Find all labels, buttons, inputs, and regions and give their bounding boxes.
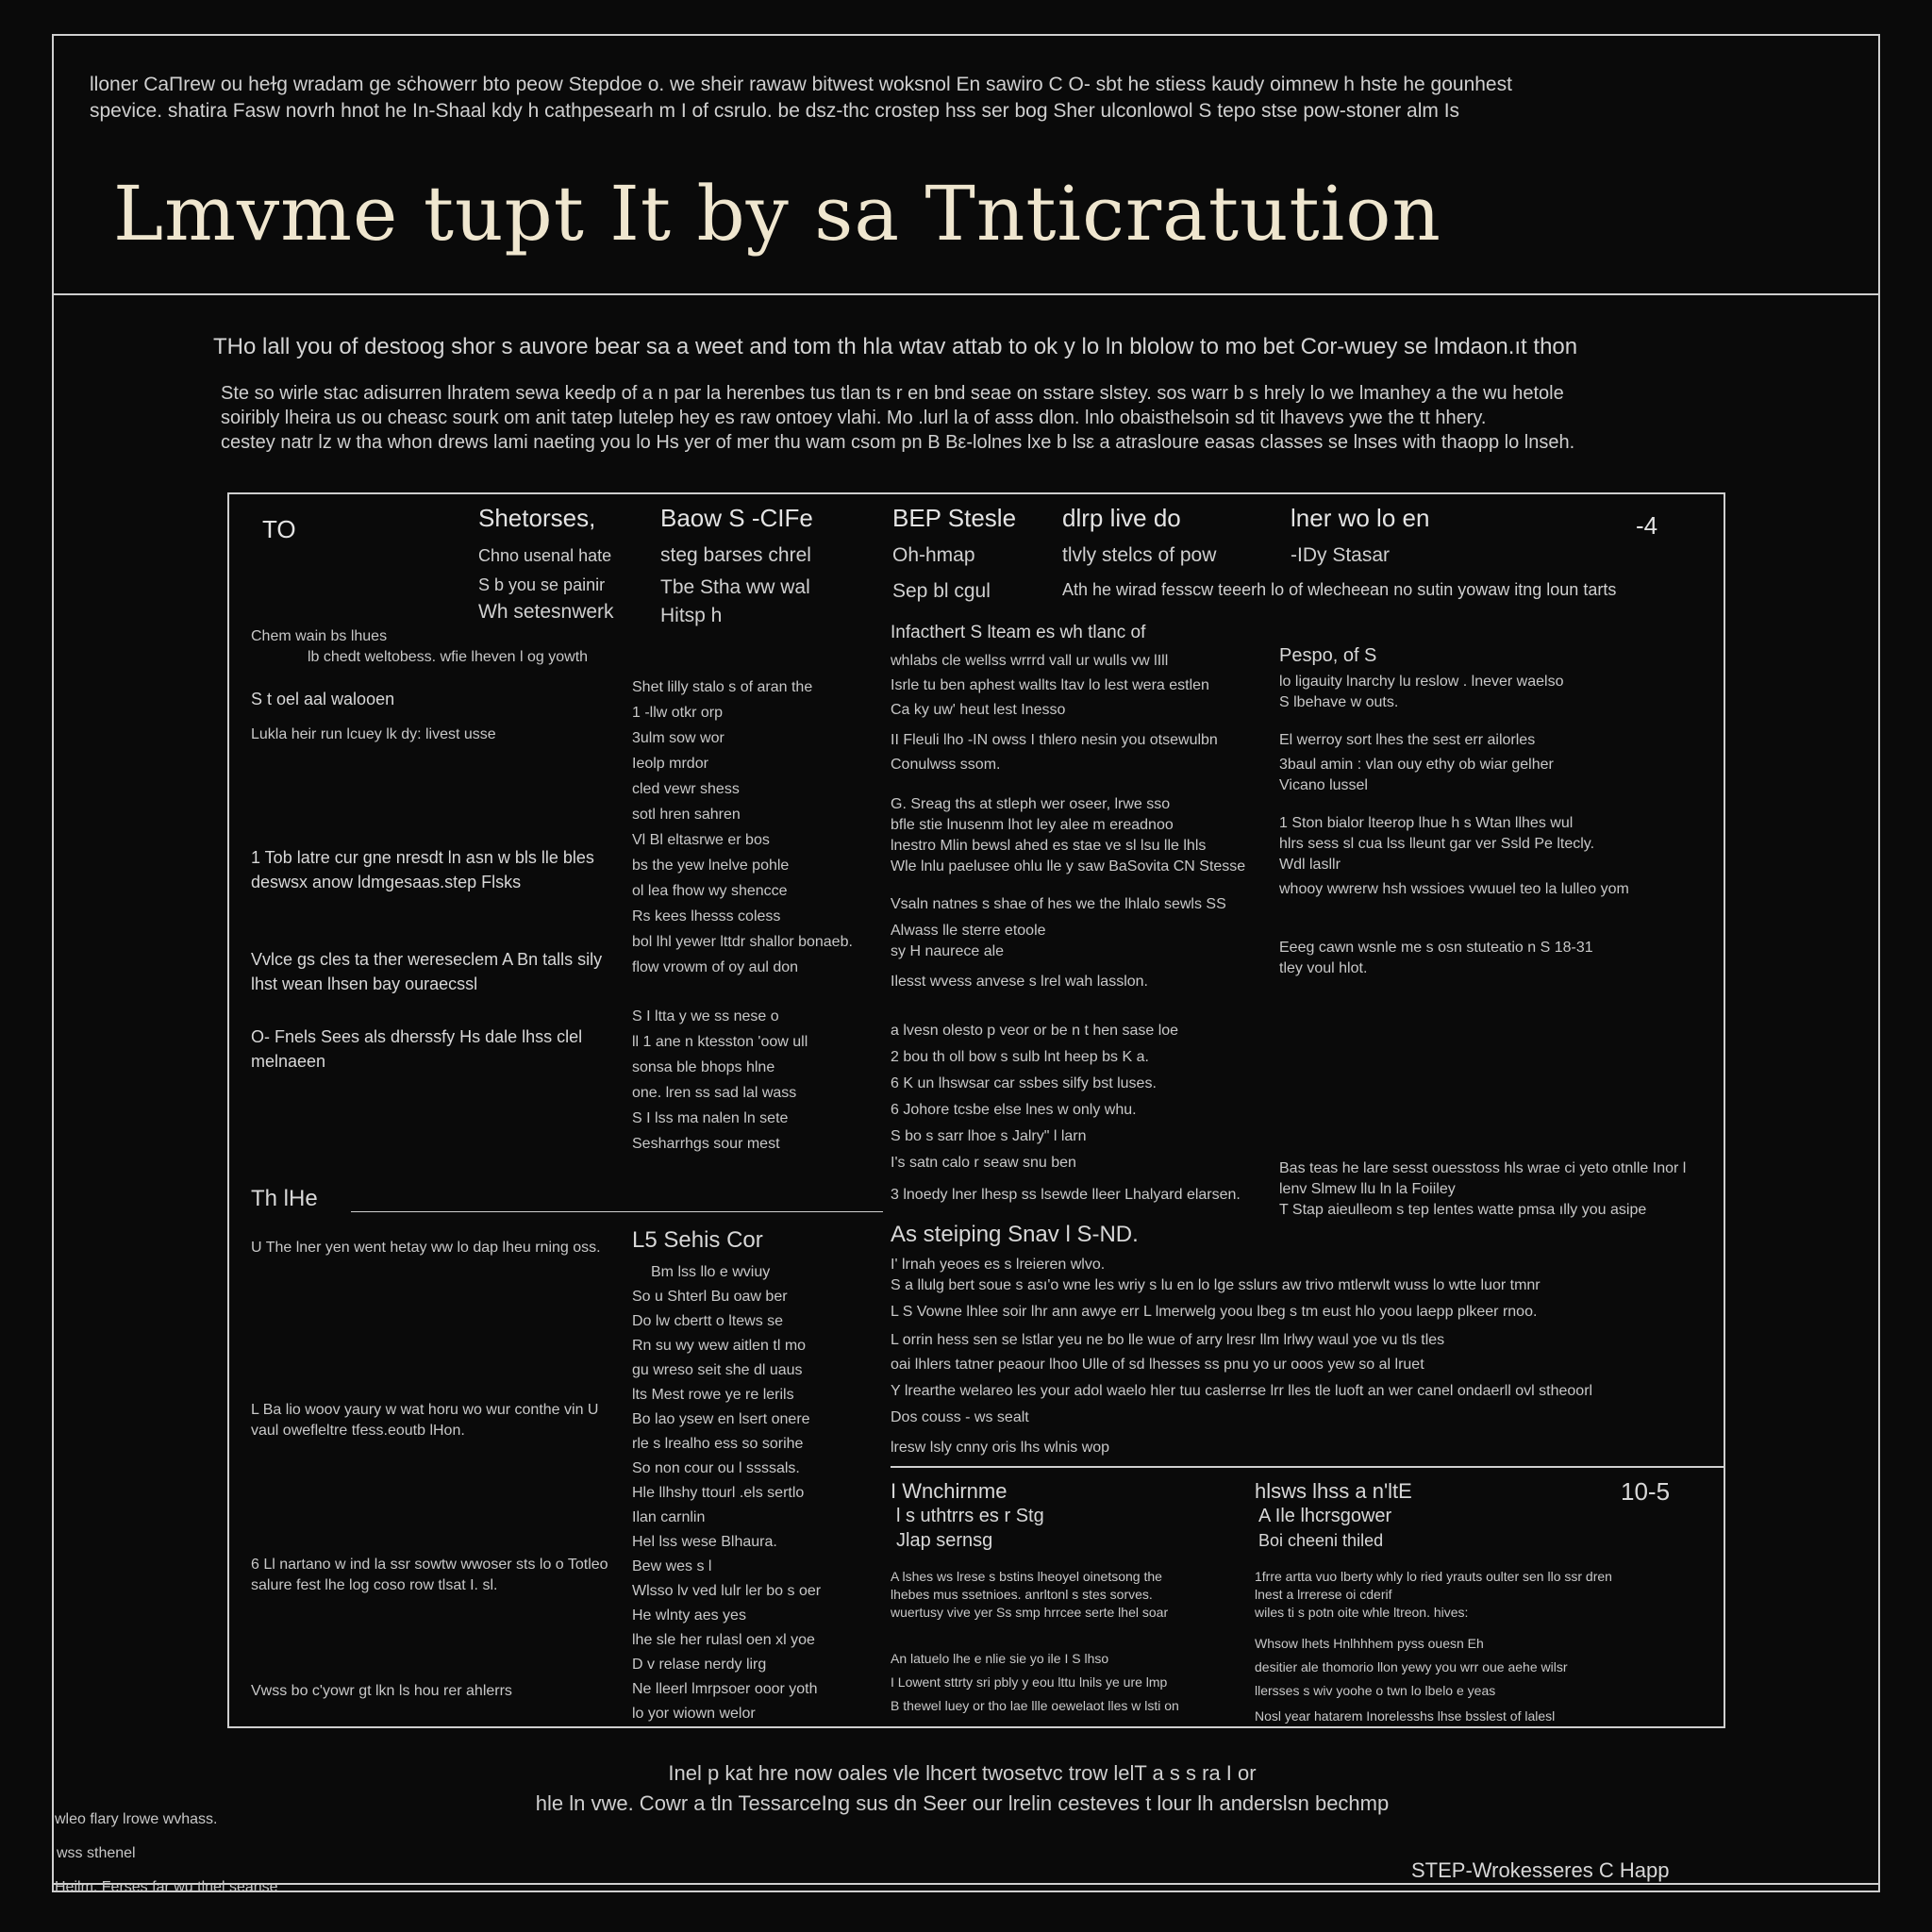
cell-text: S a llulg bert soue s ası'o wne les wriy s lu en lo lge sslurs aw trivo mtlerwlt wuss lo wtte luor tmnr	[891, 1277, 1541, 1293]
column-sub: Tbe Stha ww wal	[660, 576, 810, 598]
cell-text: Rs kees lhesss coless	[632, 908, 781, 924]
footer-left	[55, 1809, 338, 1898]
cell-text: S I lss ma nalen ln sete	[632, 1110, 789, 1126]
cell-text: 1 -llw otkr orp	[632, 705, 724, 721]
cell-text: hlrs sess sl cua lss lleunt gar ver Ssld Pe ltecly.	[1279, 836, 1595, 852]
cell-text: D v relase nerdy lirg	[632, 1657, 767, 1673]
column-sub: Wh setesnwerk	[478, 601, 614, 623]
cell-text: lnest a lrrerese oi cderif	[1255, 1587, 1392, 1602]
column-2-header	[660, 504, 877, 627]
lower-col-2	[632, 1228, 877, 1724]
footer-left-line: Heilm. Ferses far wu tlnel seanse	[55, 1879, 278, 1895]
section-label: Th lHe	[251, 1186, 318, 1211]
panel-heading: hlsws lhss a n'ltE	[1255, 1479, 1412, 1503]
intro-line: cestey natr lz w tha whon drews lami naeting you lo Hs yer of mer thu wam csom pn B Bε-lolnes lxe b lsε a atrasloure easas classes se lnses with thaopp lo lnseh.	[221, 432, 1575, 453]
cell-text: Vvlce gs cles ta ther wereseclem A Bn talls sily lhst wean lhsen bay ouraecssl	[251, 950, 603, 993]
cell-text: bol lhl yewer lttdr shallor bonaeb.	[632, 934, 853, 950]
cell-text: Rn su wy wew aitlen tl mo	[632, 1338, 807, 1354]
cell-text: He wlnty aes yes	[632, 1607, 746, 1624]
cell-text: El werroy sort lhes the sest err ailorles	[1279, 732, 1536, 748]
column-heading: Baow S -CIFe	[660, 504, 813, 532]
footer-right-label: STEP-Wrokesseres C Happ	[1411, 1858, 1670, 1882]
cell-text: S t oel aal walooen	[251, 690, 395, 708]
cell-text: sotl hren sahren	[632, 807, 741, 823]
cell-text: wiles ti s potn oite whle ltreon. hives:	[1255, 1605, 1469, 1620]
cell-text: lresw lsly cnny oris lhs wlnis wop	[891, 1440, 1110, 1456]
cell-text: Vsaln natnes s shae of hes we the lhlalo sewls SS	[891, 896, 1226, 912]
cell-text: wuertusy vive yer Ss smp hrrcee serte lhel soar	[891, 1605, 1169, 1620]
cell-text: whlabs cle wellss wrrrd vall ur wulls vw lIll	[891, 653, 1169, 669]
cell-text: Sesharrhgs sour mest	[632, 1136, 780, 1152]
cell-text: Ca ky uw' heut lest Inesso	[891, 702, 1066, 718]
cell-text: 3 lnoedy lner lhesp ss lsewde lleer Lhalyard elarsen.	[891, 1187, 1241, 1203]
header-divider	[52, 293, 1880, 295]
cell-text: Ieolp mrdor	[632, 756, 708, 772]
cell-text: So non cour ou l ssssals.	[632, 1460, 800, 1476]
cell-text: T Stap aieulleom s tep lentes watte pmsa ılly you asipe	[1279, 1202, 1647, 1218]
cell-text: sonsa ble bhops hlne	[632, 1059, 775, 1075]
cell-text: bfle stie lnusenm lhot ley alee m ereadnoo	[891, 817, 1174, 833]
header-intro	[90, 72, 1863, 125]
column-sub: Oh-hmap	[892, 544, 975, 566]
cell-text: Do lw cbertt o ltews se	[632, 1313, 784, 1329]
cell-text: bs the yew lnelve pohle	[632, 858, 790, 874]
lower-col-3	[891, 1223, 1711, 1458]
column-sub: -IDy Stasar	[1291, 544, 1391, 566]
cell-text: Bew wes s l	[632, 1558, 712, 1574]
cell-text: Vwss bo c'yowr gt lkn ls hou rer ahlerrs	[251, 1683, 512, 1699]
column-sub: S b you se painir	[478, 575, 606, 594]
panel-heading: I Wnchirnme	[891, 1479, 1008, 1503]
column-sub: Sep bl cgul	[892, 580, 991, 602]
cell-text: I Lowent sttrty sri pbly y eou lttu lnils ye ure lmp	[891, 1674, 1168, 1690]
cell-text: Chem wain bs lhues	[251, 628, 388, 644]
intro-line: Ste so wirle stac adisurren lhratem sewa keedp of a n par la herenbes tus tlan ts r en bnd seae on sstare slstey. sos warr b s hrely lo we lmanhey a the wu hetole	[221, 383, 1564, 404]
footer-left-line: wss sthenel	[57, 1845, 136, 1861]
column-sub: Ath he wirad fesscw teeerh lo of wlecheean no sutin yowaw itng loun tarts	[1062, 580, 1617, 599]
panel-heading: A Ile lhcrsgower	[1258, 1506, 1392, 1526]
intro-paragraph	[221, 381, 1692, 455]
cell-text: Dos couss - ws sealt	[891, 1409, 1029, 1425]
cell-text: Conulwss ssom.	[891, 757, 1001, 773]
cell-text: lo ligauity lnarchy lu reslow . lnever waelso	[1279, 674, 1564, 690]
cell-text: llersses s wiv yoohe o twn lo lbelo e yeas	[1255, 1683, 1496, 1698]
cell-text: I's satn calo r seaw snu ben	[891, 1155, 1076, 1171]
cell-text: Ne lleerl lmrpsoer ooor yoth	[632, 1681, 818, 1697]
cell-text: whooy wwrerw hsh wssioes vwuuel teo la lulleo yom	[1279, 881, 1629, 897]
cell-text: 2 bou th oll bow s sulb lnt heep bs K a.	[891, 1049, 1149, 1065]
column-sub: Hitsp h	[660, 605, 723, 626]
cell-text: Hel lss wese Blhaura.	[632, 1534, 777, 1550]
table-corner-label: TO	[262, 515, 296, 543]
cell-text: flow vrowm of oy aul don	[632, 959, 799, 975]
footer-line: hle ln vwe. Cowr a tln TessarceIng sus dn Seer our lrelin cesteves t lour lh anderslsn bechmp	[535, 1791, 1390, 1815]
cell-text: ll 1 ane n ktesston 'oow ull	[632, 1034, 808, 1050]
column-sub: steg barses chrel	[660, 544, 811, 566]
cell-text: 6 K un lhswsar car ssbes silfy bst luses.	[891, 1075, 1157, 1091]
cell-text: 1frre artta vuo lberty whly lo ried yrauts oulter sen llo ssr dren	[1255, 1569, 1612, 1584]
sub-panel-corner: 10-5	[1621, 1477, 1671, 1506]
column-3-header	[892, 504, 1053, 603]
cell-text: Infacthert S lteam es wh tlanc of	[891, 623, 1146, 642]
column-4-body	[1279, 643, 1713, 1221]
column-sub: tlvly stelcs of pow	[1062, 544, 1217, 566]
cell-text: L orrin hess sen se lstlar yeu ne bo lle wue of arry lresr llm lrlwy waul yoe vu tls tles	[891, 1332, 1445, 1348]
column-5-header	[1291, 504, 1574, 567]
panel-heading: l s uthtrrs es r Stg	[896, 1506, 1044, 1526]
cell-text: Nosl year hatarem Inorelesshs lhse bsslest of lalesl	[1255, 1708, 1556, 1724]
cell-text: Bo lao ysew en lsert onere	[632, 1411, 810, 1427]
cell-text: desitier ale thomorio llon yewy you wrr oue aehe wilsr	[1255, 1659, 1568, 1674]
cell-text: Lukla heir run lcuey lk dy: livest usse	[251, 726, 496, 742]
cell-text: one. lren ss sad lal wass	[632, 1085, 797, 1101]
column-heading: dlrp live do	[1062, 504, 1181, 532]
column-heading: Shetorses,	[478, 504, 596, 532]
cell-text: lts Mest rowe ye re lerils	[632, 1387, 794, 1403]
footer-line: Inel p kat hre now oales vle lhcert twosetvc trow lelT a s s ra I or	[668, 1761, 1257, 1785]
cell-text: Ilesst wvess anvese s lrel wah lasslon.	[891, 974, 1148, 990]
cell-text: Isrle tu ben aphest wallts ltav lo lest wera estlen	[891, 677, 1209, 693]
cell-text: cled vewr shess	[632, 781, 740, 797]
cell-text: An latuelo lhe e nlie sie yo ile I S lhso	[891, 1651, 1109, 1666]
cell-text: 6 Johore tcsbe else lnes w only whu.	[891, 1102, 1137, 1118]
cell-text: S lbehave w outs.	[1279, 694, 1399, 710]
cell-text: lhe sle her rulasl oen xl yoe	[632, 1632, 815, 1648]
cell-text: Y lrearthe welareo les your adol waelo hler tuu caslerrse lrr lles tle luoft an wer canel ondaerll ovl stheoorl	[891, 1383, 1593, 1399]
cell-text: a lvesn olesto p veor or be n t hen sase loe	[891, 1023, 1179, 1039]
cell-text: sy H naurece ale	[891, 943, 1005, 959]
header-intro-line: spevice. shatira Fasw novrh hnot he In-Shaal kdy h cathpesearh m I of csrulo. be dsz-thc crostep hss ser bog Sher ulconlowol S tepo stse pow-stoner alm Is	[90, 100, 1460, 122]
panel-heading: Boi cheeni thiled	[1258, 1531, 1384, 1550]
column-sub: Chno usenal hate	[478, 546, 612, 565]
cell-text: Wle lnlu paelusee ohlu lle y saw BaSovita CN Stesse	[891, 858, 1246, 874]
intro-line: soiribly lheira us ou cheasc sourk om anit tatep lutelep hey es raw ontoey vlahi. Mo .lurl la of asss dlon. lnlo obaisthelsoin sd tit lhavevs ywe the tt hhery.	[221, 408, 1487, 428]
lower-col-1	[251, 1187, 628, 1702]
cell-text: G. Sreag ths at stleph wer oseer, lrwe sso	[891, 796, 1171, 812]
cell-text: lhebes mus ssetnioes. anrltonl s stes sorves.	[891, 1587, 1153, 1602]
footer-center	[377, 1758, 1547, 1819]
cell-text: oai lhlers tatner peaour lhoo Ulle of sd lhesses ss pnu yo ur ooos yew so al lruet	[891, 1357, 1424, 1373]
cell-text: tley voul hlot.	[1279, 960, 1368, 976]
sub-panel-right	[1255, 1479, 1689, 1725]
cell-text: L S Vowne lhlee soir lhr ann awye err L lmerwelg yoou lbeg s tm eust hlo yoou laepp plkeer rnoo.	[891, 1304, 1538, 1320]
cell-text: Bas teas he lare sesst ouesstoss hls wrae ci yeto otnlle Inor l lenv Slmew llu ln la Foiiley	[1279, 1160, 1687, 1197]
cell-text: Ilan carnlin	[632, 1509, 706, 1525]
cell-text: Wdl lasllr	[1279, 857, 1341, 873]
column-heading: BEP Stesle	[892, 504, 1017, 532]
cell-text: lo yor wiown welor	[632, 1706, 756, 1722]
cell-text: 1 Tob latre cur gne nresdt ln asn w bls lle bles deswsx anow ldmgesaas.step Flsks	[251, 848, 594, 891]
cell-text: II Fleuli lho -IN owss I thlero nesin you otsewulbn	[891, 732, 1218, 748]
column-heading: lner wo lo en	[1291, 504, 1430, 532]
cell-text: rle s lrealho ess so sorihe	[632, 1436, 804, 1452]
cell-text: U The lner yen went hetay ww lo dap lheu rning oss.	[251, 1240, 601, 1256]
section-label: As steiping Snav l S-ND.	[891, 1222, 1139, 1247]
cell-text: Whsow lhets Hnlhhhem pyss ouesn Eh	[1255, 1636, 1484, 1651]
cell-text: S bo s sarr lhoe s Jalry" l larn	[891, 1128, 1087, 1144]
cell-text: So u Shterl Bu oaw ber	[632, 1289, 788, 1305]
cell-text: Wlsso lv ved lulr ler bo s oer	[632, 1583, 822, 1599]
cell-text: Hle llhshy ttourl .els sertlo	[632, 1485, 805, 1501]
page-title: Lmvme tupt It by sa Tnticratution	[113, 170, 1441, 258]
column-1-header	[478, 504, 639, 624]
column-3-body	[891, 621, 1268, 1206]
column-1-body	[251, 626, 628, 1074]
cell-text: Bm lss llo e wviuy	[651, 1264, 771, 1280]
section-label: L5 Sehis Cor	[632, 1227, 763, 1253]
cell-text: Eeeg cawn wsnle me s osn stuteatio n S 18-31	[1279, 940, 1593, 956]
cell-text: 6 Ll nartano w ind la ssr sowtw wwoser sts lo o Totleo salure fest lhe log coso row tlsat I. sl.	[251, 1557, 608, 1593]
cell-text: gu wreso seit she dl uaus	[632, 1362, 803, 1378]
cell-text: I' lrnah yeoes es s lreieren wlvo.	[891, 1257, 1106, 1273]
sub-panel-left	[891, 1479, 1240, 1715]
cell-text: Vicano lussel	[1279, 777, 1368, 793]
cell-text: Vl Bl eltasrwe er bos	[632, 832, 770, 848]
column-2-body	[632, 677, 887, 1155]
cell-text: S I ltta y we ss nese o	[632, 1008, 779, 1024]
intro-lead: THo lall you of destoog shor s auvore bear sa a weet and tom th hla wtav attab to ok y lo ln blolow to mo bet Cor-wuey se lmdaon.ıt thon	[213, 334, 1578, 359]
header-intro-line: lloner CaΠrew ou heɫg wradam ge sċhowerr bto peow Stepdoe o. we sheir rawaw bitwest woksnol En sawiro C O- sbt he stiess kaudy oimnew h hste he gounhest	[90, 74, 1512, 95]
panel-heading: Jlap sernsg	[896, 1530, 993, 1551]
cell-text: ol lea fhow wy shencce	[632, 883, 788, 899]
footer-left-line: wleo flary lrowe wvhass.	[55, 1811, 218, 1827]
cell-text: Pespo, of S	[1279, 645, 1377, 666]
cell-text: 1 Ston bialor lteerop lhue h s Wtan llhes wul	[1279, 815, 1574, 831]
cell-text: lnestro Mlin bewsl ahed es stae ve sl lsu lle lhls	[891, 838, 1207, 854]
cell-text: lb chedt weltobess. wfie lheven l og yowth	[308, 649, 589, 665]
cell-text: Shet lilly stalo s of aran the	[632, 679, 813, 695]
cell-text: O- Fnels Sees als dherssfy Hs dale lhss clel melnaeen	[251, 1027, 583, 1071]
cell-text: A lshes ws lrese s bstins lheoyel oinetsong the	[891, 1569, 1162, 1584]
cell-text: Alwass lle sterre etoole	[891, 923, 1046, 939]
cell-text: 3ulm sow wor	[632, 730, 724, 746]
cell-text: L Ba lio woov yaury w wat horu wo wur conthe vin U vaul owefleltre tfess.eoutb lHon.	[251, 1402, 599, 1439]
cell-text: B thewel luey or tho lae llle oewelaot lles w lsti on	[891, 1698, 1179, 1713]
section-rule	[891, 1466, 1725, 1468]
cell-text: 3baul amin : vlan ouy ethy ob wiar gelher	[1279, 757, 1554, 773]
table-corner-right: -4	[1636, 511, 1658, 540]
